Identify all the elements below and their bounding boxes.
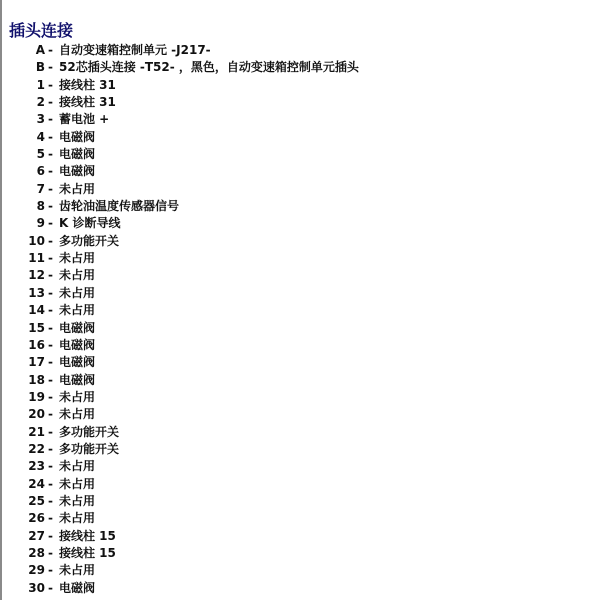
- pin-description: K 诊断导线: [59, 216, 121, 231]
- separator: -: [48, 285, 53, 300]
- pin-description: 未占用: [59, 511, 96, 526]
- pin-code: 17: [28, 355, 45, 370]
- separator: -: [48, 337, 53, 352]
- pin-description: 52芯插头连接 -T52- ，黑色，自动变速箱控制单元插头: [59, 60, 359, 75]
- list-item: [0, 562, 602, 579]
- list-item: [0, 580, 602, 597]
- separator: -: [48, 216, 53, 231]
- pin-description: 未占用: [59, 285, 96, 300]
- separator: -: [48, 147, 53, 162]
- pin-code: 14: [28, 303, 45, 318]
- pin-code: 6: [36, 164, 45, 179]
- separator: -: [48, 441, 53, 456]
- pin-description: 自动变速箱控制单元 -J217-: [59, 43, 211, 57]
- pin-description: 未占用: [59, 476, 96, 491]
- pin-code: 30: [28, 580, 45, 595]
- separator: -: [48, 372, 53, 387]
- pin-code: 22: [28, 441, 45, 456]
- separator: -: [48, 77, 53, 92]
- pin-description: 未占用: [59, 303, 96, 318]
- separator: -: [48, 580, 53, 595]
- separator: -: [48, 251, 53, 266]
- separator: -: [48, 95, 53, 110]
- separator: -: [48, 268, 53, 283]
- separator: -: [48, 199, 53, 214]
- list-item: [0, 77, 602, 94]
- separator: -: [48, 459, 53, 474]
- list-item: [0, 59, 602, 76]
- pin-code: 12: [28, 268, 45, 283]
- pin-description: 电磁阀: [59, 372, 96, 387]
- pin-description: 接线柱 31: [59, 77, 116, 92]
- pin-description: 电磁阀: [59, 147, 96, 162]
- pin-description: 接线柱 31: [59, 95, 116, 110]
- pin-code: B: [35, 60, 45, 75]
- list-item: [0, 389, 602, 406]
- list-item: [0, 354, 602, 371]
- pin-code: 28: [28, 545, 45, 560]
- pin-description: 齿轮油温度传感器信号: [59, 199, 180, 214]
- list-item: [0, 458, 602, 475]
- pin-description: 接线柱 15: [59, 545, 116, 560]
- separator: -: [48, 112, 53, 127]
- list-item: [0, 163, 602, 180]
- list-item: [0, 94, 602, 111]
- list-item: [0, 285, 602, 302]
- list-item: [0, 528, 602, 545]
- list-item: [0, 198, 602, 215]
- pin-description: 未占用: [59, 181, 96, 196]
- separator: -: [48, 563, 53, 578]
- pin-description: 未占用: [59, 389, 96, 404]
- pin-description: 多功能开关: [59, 233, 120, 248]
- separator: -: [48, 320, 53, 335]
- list-item: [0, 129, 602, 146]
- pin-description: 未占用: [59, 407, 96, 422]
- list-item: [0, 302, 602, 319]
- separator: -: [48, 493, 53, 508]
- separator: -: [48, 511, 53, 526]
- pin-code: 5: [36, 147, 45, 162]
- separator: -: [48, 164, 53, 179]
- pin-code: 7: [36, 181, 45, 196]
- pin-description: 多功能开关: [59, 441, 120, 456]
- pin-code: 13: [28, 285, 45, 300]
- list-item: [0, 441, 602, 458]
- pin-description: 多功能开关: [59, 424, 120, 439]
- separator: -: [48, 303, 53, 318]
- list-item: [0, 337, 602, 354]
- pin-code: 4: [36, 129, 45, 144]
- pin-code: 8: [36, 199, 45, 214]
- pin-code: 3: [36, 112, 45, 127]
- separator: -: [48, 43, 53, 57]
- list-item: [0, 493, 602, 510]
- pin-code: 25: [28, 493, 45, 508]
- list-item: [0, 545, 602, 562]
- pin-code: 2: [36, 95, 45, 110]
- separator: -: [48, 528, 53, 543]
- pin-description: 电磁阀: [59, 129, 96, 144]
- list-item: [0, 42, 602, 59]
- pin-code: 23: [28, 459, 45, 474]
- pin-code: 9: [36, 216, 45, 231]
- pin-code: 21: [28, 424, 45, 439]
- pin-code: 18: [28, 372, 45, 387]
- list-item: [0, 111, 602, 128]
- list-item: [0, 320, 602, 337]
- separator: -: [48, 545, 53, 560]
- list-item: [0, 372, 602, 389]
- pin-code: 11: [28, 251, 45, 266]
- list-item: [0, 181, 602, 198]
- pin-description: 未占用: [59, 268, 96, 283]
- pin-description: 未占用: [59, 459, 96, 474]
- pin-code: 10: [28, 233, 45, 248]
- list-item: [0, 406, 602, 423]
- pin-description: 未占用: [59, 493, 96, 508]
- page-title: 插头连接: [9, 21, 74, 40]
- pin-code: 19: [28, 389, 45, 404]
- pin-code: 24: [28, 476, 45, 491]
- pin-description: 电磁阀: [59, 320, 96, 335]
- pin-code: 20: [28, 407, 45, 422]
- pin-description: 电磁阀: [59, 164, 96, 179]
- pin-description: 接线柱 15: [59, 528, 116, 543]
- list-item: [0, 510, 602, 527]
- pin-code: 16: [28, 337, 45, 352]
- separator: -: [48, 60, 53, 75]
- list-item: [0, 424, 602, 441]
- list-item: [0, 267, 602, 284]
- separator: -: [48, 181, 53, 196]
- separator: -: [48, 129, 53, 144]
- separator: -: [48, 233, 53, 248]
- separator: -: [48, 424, 53, 439]
- pin-code: A: [35, 43, 45, 57]
- list-item: [0, 215, 602, 232]
- list-item: [0, 476, 602, 493]
- separator: -: [48, 407, 53, 422]
- pin-description: 电磁阀: [59, 337, 96, 352]
- separator: -: [48, 389, 53, 404]
- separator: -: [48, 476, 53, 491]
- pin-description: 蓄电池 +: [59, 112, 110, 127]
- list-item: [0, 250, 602, 267]
- pin-code: 27: [28, 528, 45, 543]
- pin-code: 15: [28, 320, 45, 335]
- pin-description: 电磁阀: [59, 355, 96, 370]
- list-item: [0, 146, 602, 163]
- pin-code: 1: [36, 77, 45, 92]
- pin-description: 未占用: [59, 563, 96, 578]
- pin-code: 29: [28, 563, 45, 578]
- pin-description: 电磁阀: [59, 580, 96, 595]
- connector-pin-list: [0, 42, 602, 597]
- pin-description: 未占用: [59, 251, 96, 266]
- pin-code: 26: [28, 511, 45, 526]
- list-item: [0, 233, 602, 250]
- separator: -: [48, 355, 53, 370]
